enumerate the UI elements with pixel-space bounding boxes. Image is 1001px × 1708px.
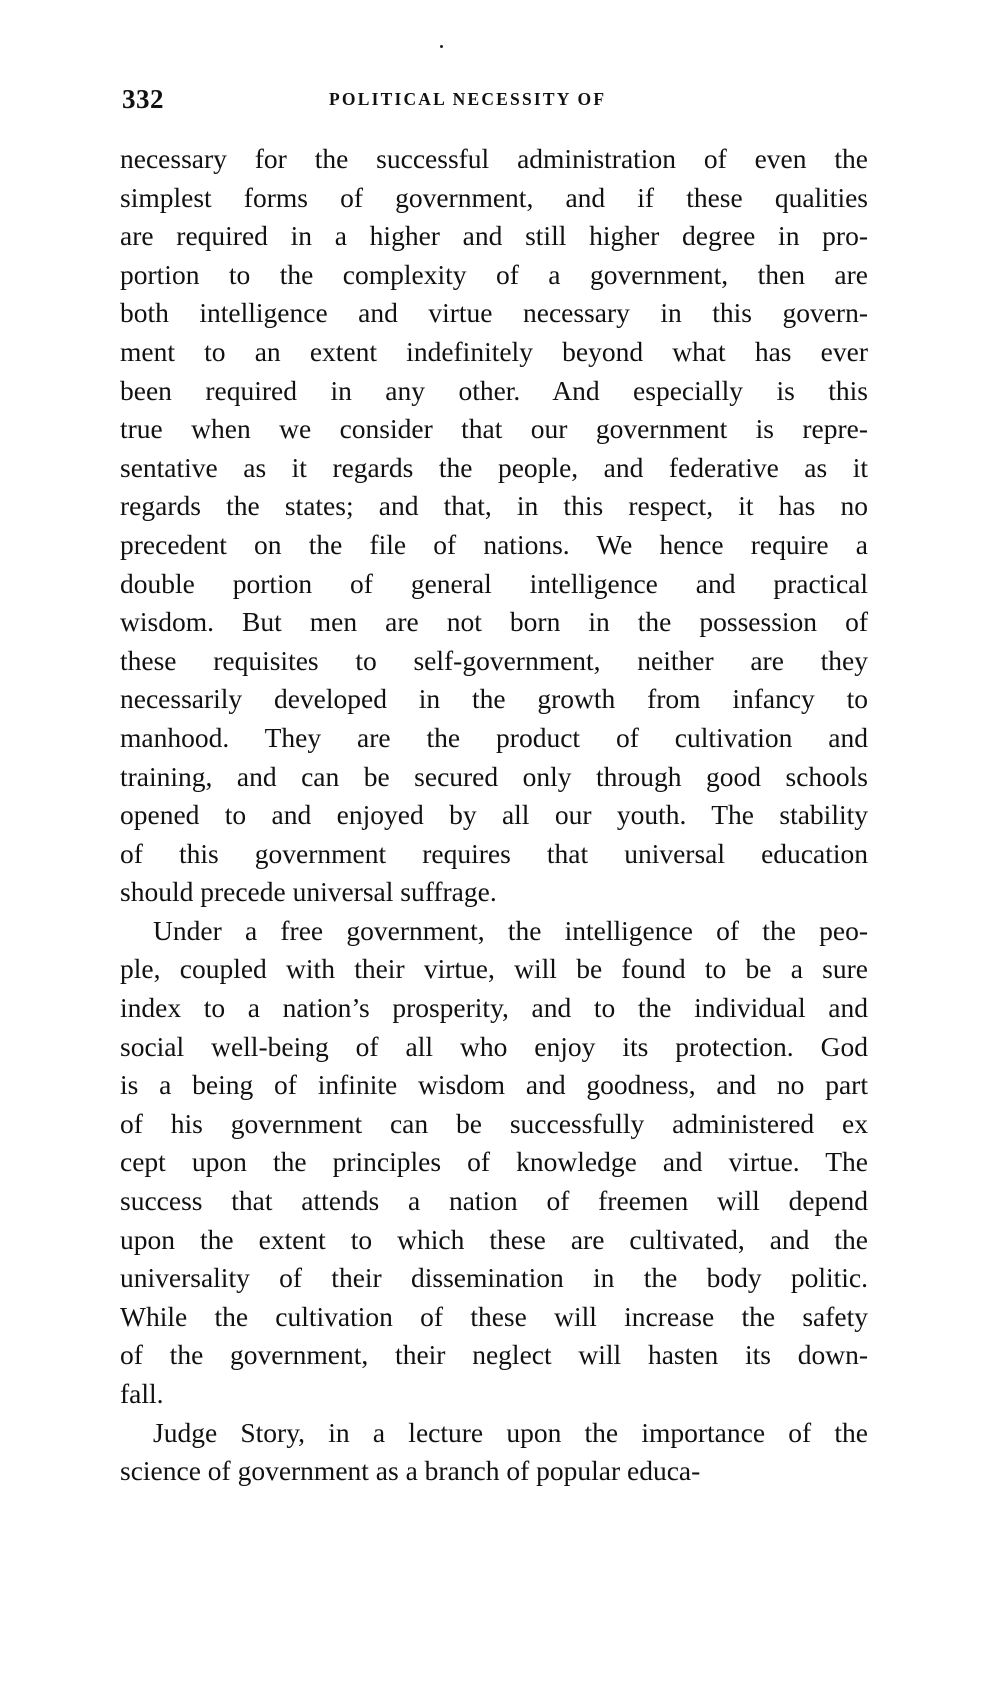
paragraph	[120, 140, 868, 912]
running-title: POLITICAL NECESSITY OF	[329, 89, 607, 109]
body-text	[120, 140, 868, 1491]
text-line: simplest forms of government, and if these qualities	[120, 181, 868, 213]
text-line: regards the states; and that, in this respect, it has no	[120, 490, 868, 522]
text-line: both intelligence and virtue necessary in this govern-	[120, 297, 868, 329]
text-line: opened to and enjoyed by all our youth. The stability	[120, 799, 868, 831]
text-line: are required in a higher and still higher degree in pro-	[120, 220, 868, 252]
paragraph	[120, 1414, 868, 1491]
print-speck	[440, 45, 443, 48]
text-line: science of government as a branch of popular educa-	[120, 1455, 701, 1487]
text-line: success that attends a nation of freemen will depend	[120, 1185, 868, 1217]
text-line: double portion of general intelligence and practical	[120, 567, 868, 599]
text-line: necessary for the successful administration of even the	[120, 143, 868, 174]
text-line: upon the extent to which these are cultivated, and the	[120, 1223, 868, 1255]
text-line: Under a free government, the intelligence of the peo-	[153, 914, 868, 946]
text-line: Judge Story, in a lecture upon the importance of the	[153, 1416, 868, 1448]
text-line: precedent on the file of nations. We hence require a	[120, 528, 868, 560]
text-line: ple, coupled with their virtue, will be found to be a sure	[120, 953, 868, 985]
paragraph	[120, 912, 868, 1414]
text-line: should precede universal suffrage.	[120, 876, 497, 908]
text-line: manhood. They are the product of cultivation and	[120, 721, 868, 753]
text-line: true when we consider that our government is repre-	[120, 413, 868, 445]
page-header	[122, 84, 867, 116]
text-line: social well-being of all who enjoy its protection. God	[120, 1030, 868, 1062]
text-line: wisdom. But men are not born in the possession of	[120, 606, 868, 638]
text-line: cept upon the principles of knowledge and virtue. The	[120, 1146, 868, 1178]
text-line: While the cultivation of these will increase the safety	[120, 1300, 868, 1332]
text-line: index to a nation’s prosperity, and to the individual and	[120, 992, 868, 1024]
text-line: training, and can be secured only through good schools	[120, 760, 868, 792]
text-line: universality of their dissemination in the body politic.	[120, 1262, 868, 1294]
text-line: ment to an extent indefinitely beyond what has ever	[120, 335, 868, 367]
page-number: 332	[122, 84, 164, 114]
text-line: of the government, their neglect will hasten its down-	[120, 1339, 868, 1371]
text-line: sentative as it regards the people, and federative as it	[120, 451, 868, 483]
text-line: these requisites to self-government, neither are they	[120, 644, 868, 676]
text-line: necessarily developed in the growth from infancy to	[120, 683, 868, 715]
text-line: of this government requires that universal education	[120, 837, 868, 869]
text-line: of his government can be successfully administered ex	[120, 1107, 868, 1139]
text-line: been required in any other. And especially is this	[120, 374, 868, 406]
text-line: is a being of infinite wisdom and goodness, and no part	[120, 1069, 868, 1101]
text-line: portion to the complexity of a government, then are	[120, 258, 868, 290]
text-line: fall.	[120, 1378, 164, 1409]
